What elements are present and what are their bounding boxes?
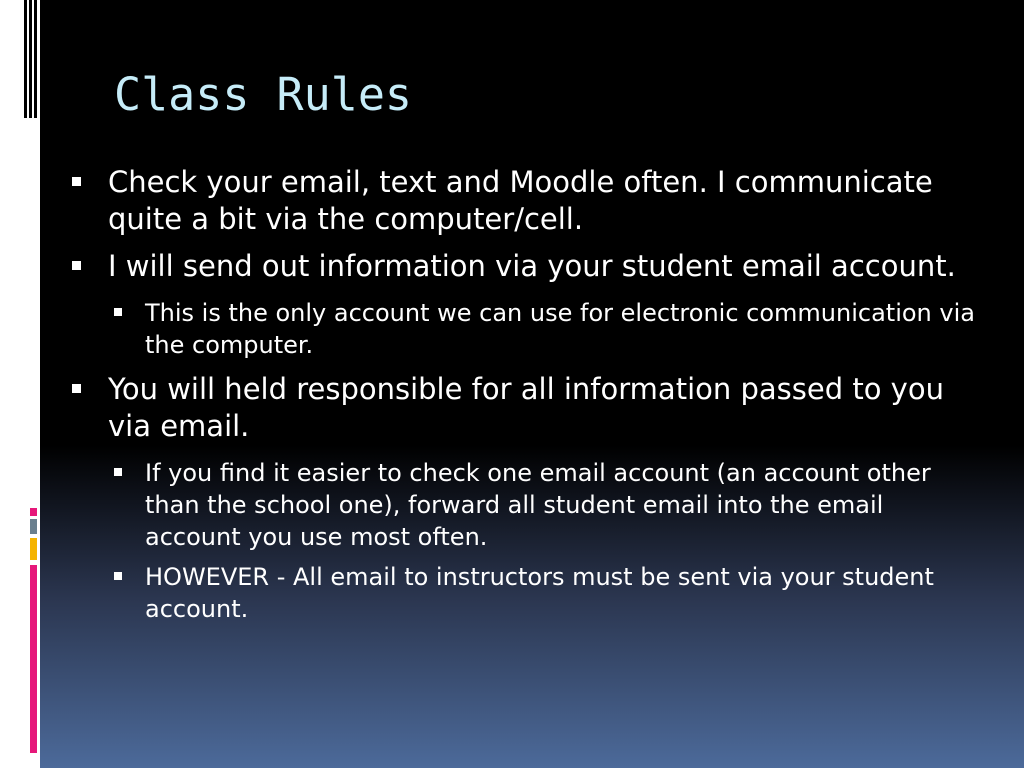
sub-bullet-item <box>108 297 975 361</box>
bullet-text: Check your email, text and Moodle often. I communicate quite a bit via the computer/cell. <box>108 165 933 236</box>
bullet-list <box>70 164 975 635</box>
sub-bullet-text: This is the only account we can use for electronic communication via the computer. <box>145 299 975 359</box>
sub-bullet-item <box>108 561 975 625</box>
sub-bullet-item <box>108 457 975 553</box>
accent-bar-grey <box>30 519 37 534</box>
hollow-square-bullet-icon <box>114 468 122 476</box>
bullet-item <box>70 248 975 361</box>
bullet-item <box>70 164 975 238</box>
decorative-stripe <box>34 0 37 118</box>
square-bullet-icon <box>72 261 81 270</box>
accent-bar-pink-long <box>30 565 37 753</box>
square-bullet-icon <box>72 384 81 393</box>
slide-title: Class Rules <box>114 68 413 121</box>
bullet-text: You will held responsible for all information passed to you via email. <box>108 372 944 443</box>
sub-bullet-text: If you find it easier to check one email account (an account other than the school one), forward all student email into the email account you use most often. <box>145 459 931 551</box>
accent-bar-pink <box>30 508 37 516</box>
bullet-item <box>70 371 975 625</box>
sub-bullet-list <box>108 457 975 625</box>
sub-bullet-text: HOWEVER - All email to instructors must be sent via your student account. <box>145 563 934 623</box>
accent-bar-yellow <box>30 538 37 560</box>
decorative-stripe <box>24 0 27 118</box>
bullet-text: I will send out information via your student email account. <box>108 249 956 283</box>
sub-bullet-list <box>108 297 975 361</box>
decorative-stripe <box>29 0 32 118</box>
hollow-square-bullet-icon <box>114 572 122 580</box>
square-bullet-icon <box>72 177 81 186</box>
left-decoration-panel <box>0 0 40 768</box>
hollow-square-bullet-icon <box>114 308 122 316</box>
